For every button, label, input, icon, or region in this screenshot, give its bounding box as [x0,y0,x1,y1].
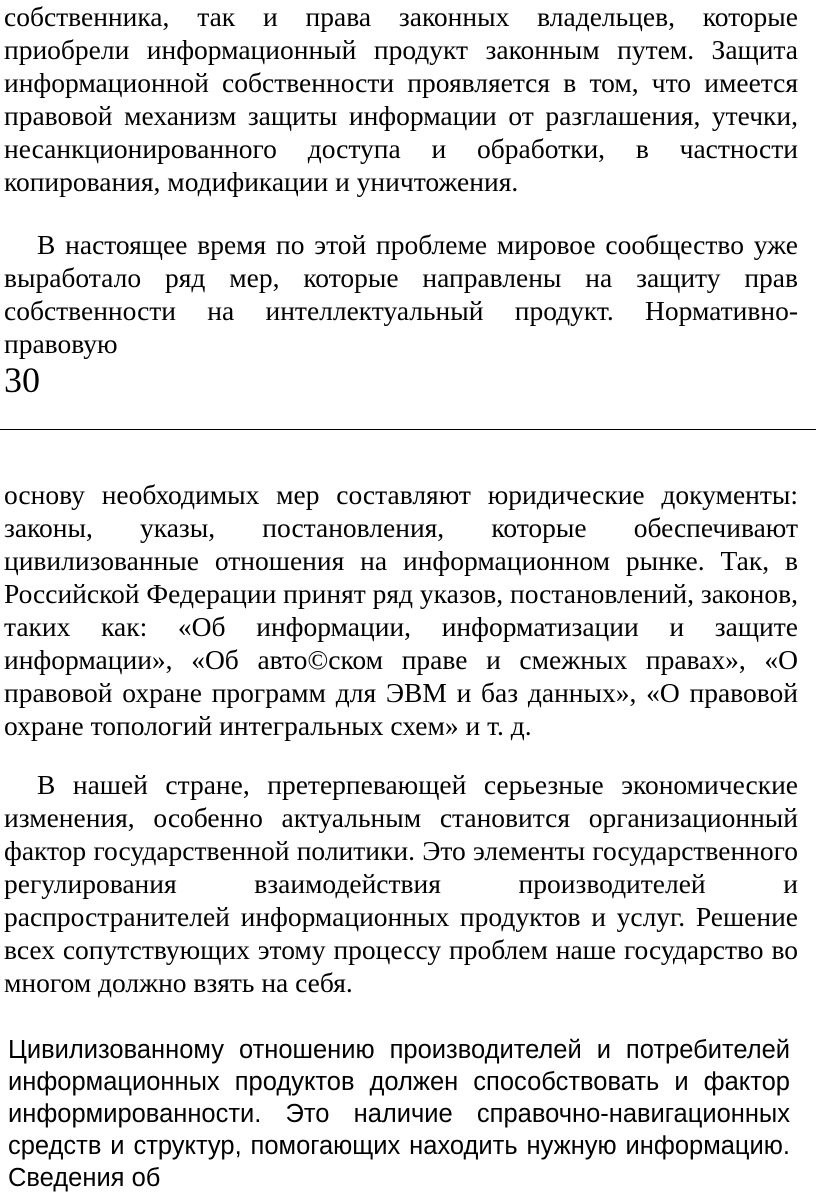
page-number: 30 [4,360,40,400]
paragraph-economic-changes: В нашей стране, претерпевающей серьезные экономические изменения, особенно актуальным становится организационный фактор государственной политики. Это элементы государственного регулирования взаимодействия производителей и распространителей информационных продуктов и услуг. Решение всех сопутствующих этому процессу проблем наше государство во многом должно взять на себя. [4,769,798,998]
paragraph-ownership-protection: собственника, так и права законных владельцев, которые приобрели информационный продукт законным путем. Защита информационной собственности проявляется в том, что имеется правовой механизм защиты информации от разглашения, утечки, несанкционированного доступа и обработки, в частности копирования, модификации и уничтожения. [4,1,798,197]
paragraph-world-community-measures: В настоящее время по этой проблеме мировое сообщество уже выработало ряд мер, которые направлены на защиту прав собственности на интеллектуальный продукт. Нормативно-правовую [4,229,798,359]
paragraph-legal-documents: основу необходимых мер составляют юридические документы: законы, указы, постановления, которые обеспечивают цивилизованные отношения на информационном рынке. Так, в Российской Федерации принят ряд указов, постановлений, законов, таких как: «Об информации, информатизации и защите информации», «Об авто©ском праве и смежных правах», «О правовой охране программ для ЭВМ и баз данных», «О правовой охране топологий интегральных схем» и т. д. [4,479,798,741]
page-break-divider [0,429,816,430]
paragraph-informedness-factor: Цивилизованному отношению производителей и потребителей информационных продуктов должен способствовать и фактор информированности. Это наличие справочно-навигационных средств и структур, помогающих находить нужную информацию. Сведения об [8,1036,790,1192]
